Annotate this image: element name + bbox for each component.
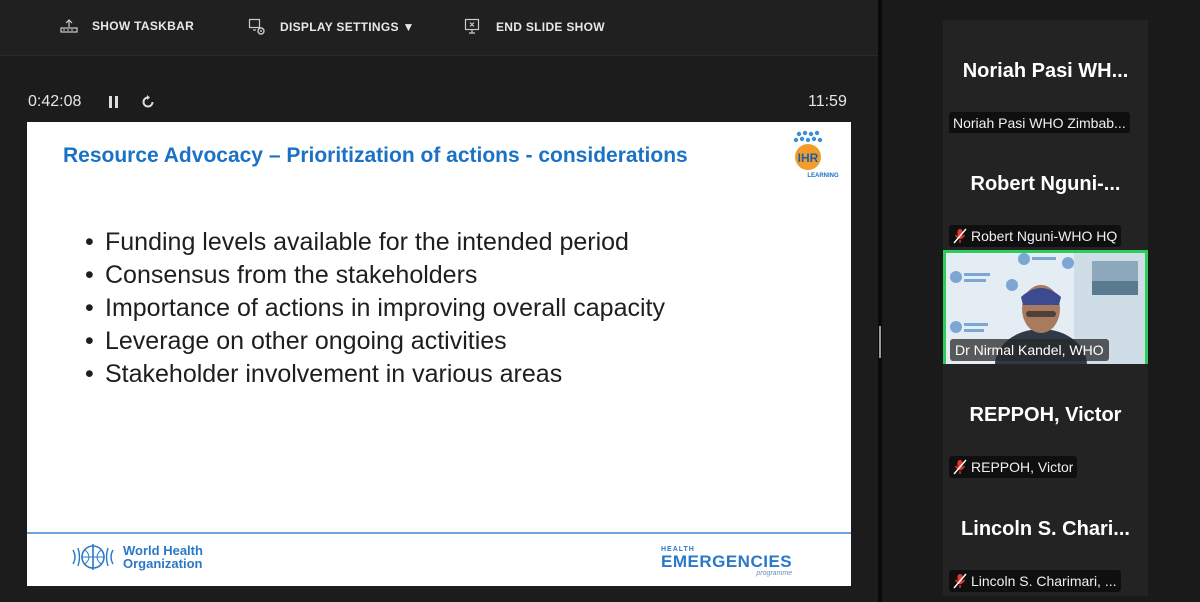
presenter-timer-bar — [0, 88, 878, 116]
show-taskbar-label: SHOW TASKBAR — [92, 19, 195, 33]
health-emergencies-logo — [661, 546, 792, 577]
end-show-icon — [464, 18, 482, 36]
current-time: 11:59 — [808, 93, 847, 110]
participant-display-name: Robert Nguni-... — [970, 173, 1121, 195]
ihr-logo-sub: LEARNING — [807, 173, 839, 179]
ihr-logo-text: IHR — [797, 151, 819, 165]
bullet-item: • Funding levels available for the intended period — [85, 226, 665, 259]
participant-tile[interactable] — [943, 364, 1148, 482]
bullet-item: • Consensus from the stakeholders — [85, 259, 665, 292]
participant-name-label: Dr Nirmal Kandel, WHO — [950, 339, 1109, 361]
participant-gallery — [882, 0, 1200, 602]
participant-label-text: Noriah Pasi WHO Zimbab... — [953, 115, 1126, 131]
participant-name-label — [949, 225, 1121, 247]
bullet-item: • Stakeholder involvement in various areas — [85, 358, 665, 391]
slideshow-toolbar — [0, 0, 878, 56]
he-logo-small: HEALTH — [661, 546, 695, 553]
he-logo-big: EMERGENCIES — [661, 552, 793, 571]
participant-display-name: Lincoln S. Chari... — [961, 518, 1130, 540]
elapsed-time: 0:42:08 — [28, 93, 82, 110]
mic-off-icon — [953, 573, 967, 589]
end-slide-show-label: END SLIDE SHOW — [496, 20, 605, 34]
participant-tile[interactable] — [943, 20, 1148, 138]
active-speaker-video-tile[interactable] — [943, 250, 1148, 368]
taskbar-icon — [60, 18, 78, 34]
participant-label-text: REPPOH, Victor — [971, 459, 1074, 475]
who-name-line2: Organization — [123, 556, 203, 571]
participant-label-text: Lincoln S. Charimari, ... — [971, 573, 1117, 589]
splitter-grip[interactable] — [879, 326, 881, 358]
he-logo-programme: programme — [756, 570, 793, 577]
participant-name-label — [949, 570, 1121, 592]
participant-display-name: REPPOH, Victor — [969, 404, 1122, 426]
participant-tile[interactable] — [943, 478, 1148, 596]
display-settings-button[interactable] — [248, 18, 415, 36]
bullet-item: • Leverage on other ongoing activities — [85, 325, 665, 358]
restart-icon[interactable] — [140, 94, 156, 110]
participant-name-label — [949, 456, 1077, 478]
participant-name-label — [949, 112, 1130, 134]
participant-tile[interactable] — [943, 133, 1148, 251]
who-name-line1: World Health — [123, 543, 203, 558]
end-slide-show-button[interactable] — [464, 18, 605, 36]
show-taskbar-button[interactable] — [60, 18, 194, 34]
participant-label-text: Robert Nguni-WHO HQ — [971, 228, 1118, 244]
bullet-list — [85, 226, 665, 391]
who-emblem-icon — [69, 540, 117, 574]
slide-title: Resource Advocacy – Prioritization of actions - considerations — [63, 144, 688, 167]
bullet-item: • Importance of actions in improving overall capacity — [85, 292, 665, 325]
display-settings-icon — [248, 18, 266, 36]
slide-footer-divider — [27, 532, 851, 534]
current-slide — [27, 122, 851, 586]
ihr-learning-logo — [781, 128, 849, 180]
who-logo — [69, 540, 203, 574]
pause-icon[interactable] — [108, 95, 120, 109]
participant-display-name: Noriah Pasi WH... — [962, 60, 1129, 82]
mic-off-icon — [953, 228, 967, 244]
display-settings-label: DISPLAY SETTINGS ▼ — [280, 20, 415, 34]
mic-off-icon — [953, 459, 967, 475]
